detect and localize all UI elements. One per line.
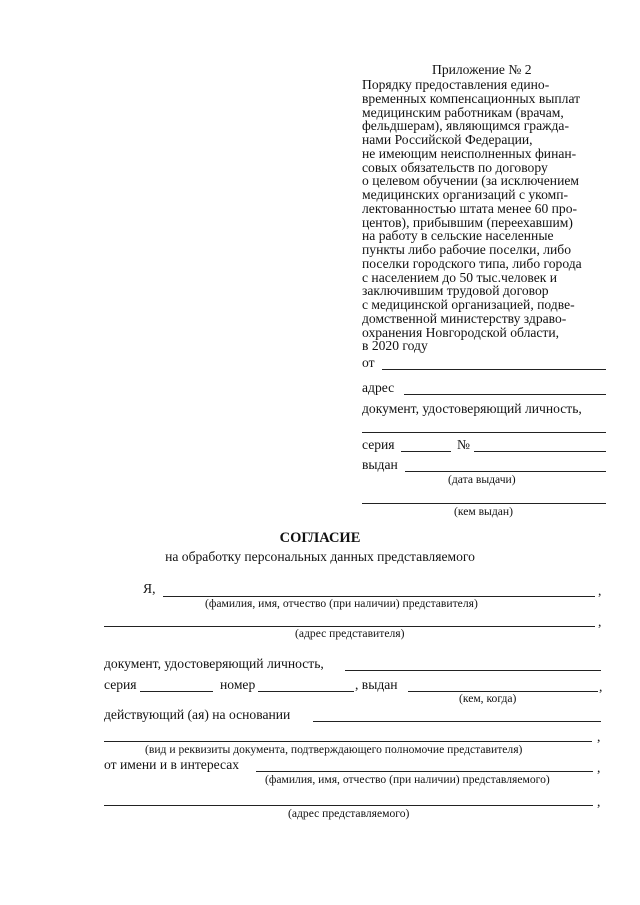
appendix-line: заключившим трудовой договор: [362, 283, 549, 299]
number-label: номер: [220, 677, 256, 692]
appendix-line: на работу в сельские населенные: [362, 228, 554, 244]
series-field[interactable]: [401, 451, 451, 452]
issued-caption: (кем, когда): [459, 692, 517, 705]
issued-label: , выдан: [355, 677, 398, 692]
from-label: от: [362, 355, 375, 370]
series-label: серия: [104, 677, 137, 692]
appendix-description: [362, 78, 612, 353]
address-field[interactable]: [404, 394, 606, 395]
id-document-label: документ, удостоверяющий личность,: [362, 401, 582, 416]
issued-label: выдан: [362, 457, 398, 472]
appendix-line: о целевом обучении (за исключением: [362, 173, 579, 189]
comma: ,: [597, 760, 601, 775]
comma: ,: [598, 583, 602, 598]
represented-address-field[interactable]: [104, 805, 593, 806]
comma: ,: [597, 729, 601, 744]
appendix-line: медицинских организаций с укомп-: [362, 187, 569, 202]
issue-date-caption: (дата выдачи): [448, 473, 516, 486]
represented-name-field[interactable]: [256, 771, 593, 772]
appendix-line: центов), прибывшим (переехавшим): [362, 214, 573, 230]
appendix-line: поселки городского типа, либо города: [362, 255, 582, 271]
on-behalf-label: от имени и в интересах: [104, 757, 240, 772]
number-field[interactable]: [474, 451, 606, 452]
id-document-label: документ, удостоверяющий личность,: [104, 656, 324, 671]
issued-by-field[interactable]: [362, 503, 606, 504]
issued-by-caption: (кем выдан): [454, 505, 513, 518]
acting-basis-field[interactable]: [313, 721, 601, 722]
appendix-line: Порядку предоставления едино-: [362, 77, 550, 92]
appendix-line: фельдшерам), являющимся гражда-: [362, 118, 569, 134]
authority-document-caption: (вид и реквизиты документа, подтверждающего полномочие представителя): [145, 743, 523, 756]
id-document-field[interactable]: [362, 432, 606, 433]
series-label: серия: [362, 437, 395, 452]
comma: ,: [598, 614, 602, 629]
number-field[interactable]: [258, 691, 354, 692]
from-field[interactable]: [382, 369, 606, 370]
consent-subtitle: на обработку персональных данных представляемого: [165, 549, 475, 564]
appendix-line: временных компенсационных выплат: [362, 90, 581, 106]
acting-basis-label: действующий (ая) на основании: [104, 707, 291, 722]
appendix-line: домственной министерству здраво-: [362, 310, 567, 326]
series-field[interactable]: [140, 691, 213, 692]
appendix-line: охранения Новгородской области,: [362, 324, 560, 340]
representative-name-caption: (фамилия, имя, отчество (при наличии) представителя): [205, 597, 478, 610]
id-document-field[interactable]: [345, 670, 601, 671]
issued-field[interactable]: [405, 471, 606, 472]
representative-address-caption: (адрес представителя): [295, 627, 405, 640]
appendix-line: пункты либо рабочие поселки, либо: [362, 242, 572, 257]
appendix-line: совых обязательств по договору: [362, 159, 548, 175]
i-label: Я,: [143, 581, 156, 596]
comma: ,: [597, 794, 601, 809]
appendix-line: медицинским работникам (врачам,: [362, 104, 564, 120]
appendix-line: в 2020 году: [362, 338, 428, 354]
represented-name-caption: (фамилия, имя, отчество (при наличии) представляемого): [265, 773, 550, 786]
address-label: адрес: [362, 380, 395, 395]
appendix-line: нами Российской Федерации,: [362, 132, 533, 147]
appendix-heading: Приложение № 2: [432, 62, 532, 77]
comma: ,: [599, 679, 603, 694]
represented-address-caption: (адрес представляемого): [288, 807, 410, 820]
appendix-line: лектованностью штата менее 60 про-: [362, 200, 578, 216]
appendix-line: с населением до 50 тыс.человек и: [362, 269, 558, 285]
consent-title: СОГЛАСИЕ: [279, 530, 361, 546]
appendix-line: с медицинской организацией, подве-: [362, 297, 575, 312]
appendix-line: не имеющим неисполненных финан-: [362, 145, 577, 161]
authority-document-field[interactable]: [104, 741, 592, 742]
number-label: №: [457, 437, 470, 452]
